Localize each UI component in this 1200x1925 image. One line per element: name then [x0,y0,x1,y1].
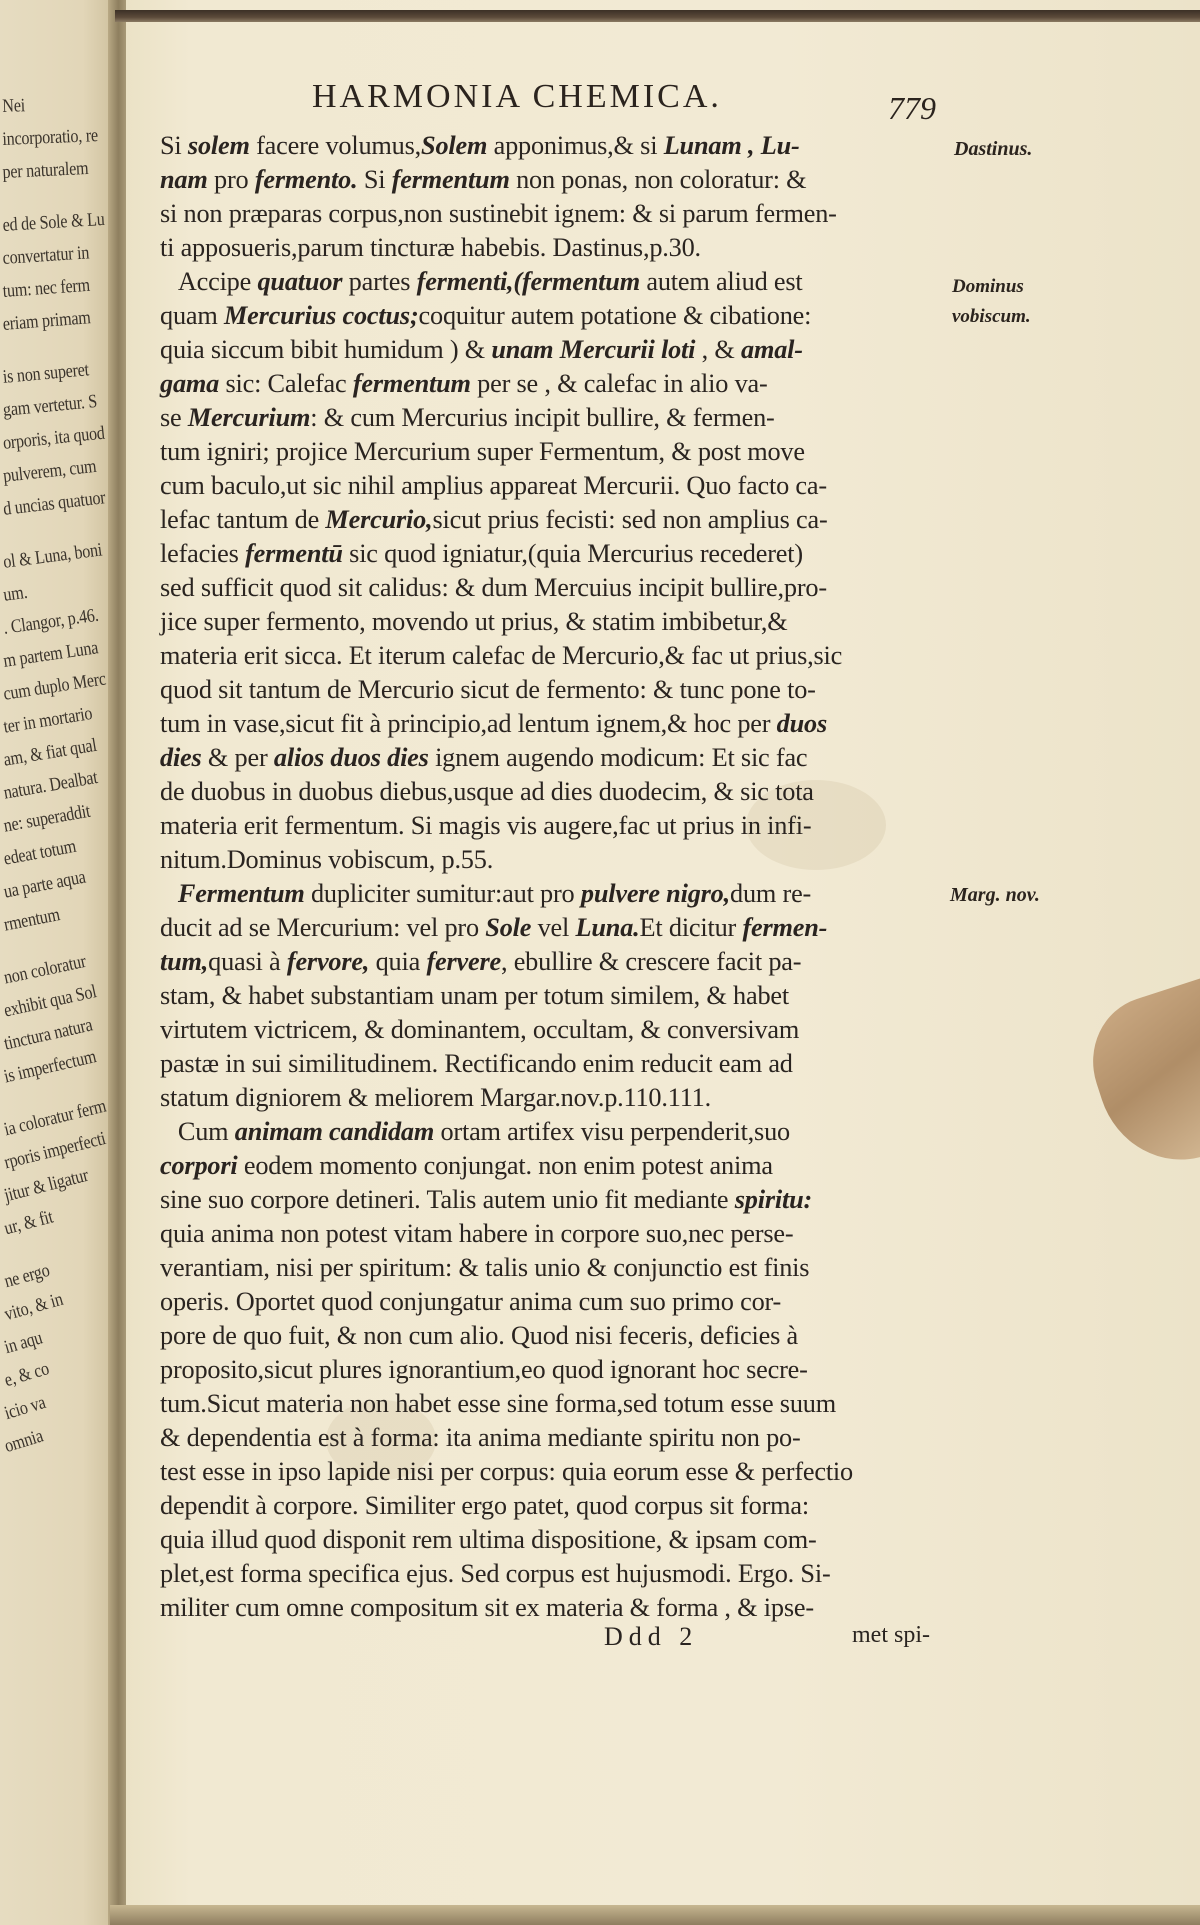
top-binding-edge [115,10,1200,22]
text-segment: facere volumus, [249,130,422,160]
text-line [160,1046,944,1080]
text-segment: quia anima non potest vitam habere in corpore suo,nec perse- [160,1218,794,1248]
italic-segment: amal- [741,334,803,364]
text-line [160,706,944,740]
facing-page-text: jitur & ligatur [2,1164,91,1207]
text-line [160,332,944,366]
text-segment: tum in vase,sicut fit à principio,ad lentum ignem,& hoc per [160,708,777,738]
facing-page-text: omnia [2,1425,46,1458]
text-line [160,162,944,196]
text-segment: materia erit sicca. Et iterum calefac de Mercurio,& fac ut prius,sic [160,640,843,670]
italic-segment: unam Mercurii loti [491,334,696,364]
text-line [160,1420,944,1454]
facing-page-text: . Clangor, p.46. [2,604,100,639]
text-segment: sed sufficit quod sit calidus: & dum Mercuius incipit bullire,pro- [160,572,827,602]
text-segment: sic: Calefac [219,368,353,398]
marginal-note-dastinus: Dastinus. [954,138,1033,160]
text-line [160,468,944,502]
text-line [160,230,944,264]
text-segment: dupliciter sumitur:aut pro [304,878,581,908]
italic-segment: fermentum [352,368,471,398]
text-segment: ortam artifex visu perpenderit,suo [434,1116,790,1146]
facing-page-text: m partem Luna [2,637,100,672]
page-number: 779 [888,90,936,126]
text-segment: dum re- [730,878,812,908]
italic-segment: Lunam , Lu- [663,130,800,160]
italic-segment: tum, [160,946,209,976]
catchword: met spi- [852,1622,930,1648]
italic-segment: corpori [160,1150,238,1180]
text-line [160,808,944,842]
text-segment: & per [201,742,274,772]
text-segment: materia erit fermentum. Si magis vis augere,fac ut prius in infi- [160,810,812,840]
text-line [160,366,944,400]
italic-segment: alios duos dies [273,742,429,772]
facing-page-text: ne: superaddit [2,800,92,837]
text-line [160,842,944,876]
italic-segment: Luna. [575,912,640,942]
italic-segment: Mercurium [187,402,311,432]
italic-segment: gama [160,368,220,398]
facing-page-text: um. [2,581,29,606]
text-segment: ti apposueris,parum tincturæ habebis. Dastinus,p.30. [160,232,701,262]
facing-page-text: ne ergo [2,1259,52,1293]
text-segment: stam, & habet substantiam unam per totum similem, & habet [160,980,789,1010]
text-segment: Et dicitur [639,912,743,942]
text-segment: Si [357,164,392,194]
italic-segment: Sole [485,912,532,942]
italic-segment: pulvere nigro, [580,878,731,908]
facing-page-text: ua parte aqua [2,866,88,903]
text-line [160,1284,944,1318]
facing-page-text: is non superet [2,359,90,388]
text-segment: : & cum Mercurius incipit bullire, & fermen- [310,402,775,432]
italic-segment: Mercurio, [325,504,433,534]
text-segment: sine suo corpore detineri. Talis autem unio fit mediante [160,1184,735,1214]
text-segment: pore de quo fuit, & non cum alio. Quod nisi feceris, deficies à [160,1320,798,1350]
text-line [160,264,944,298]
facing-page-text: in aqu [2,1327,45,1359]
text-segment: de duobus in duobus diebus,usque ad dies duodecim, & sic tota [160,776,814,806]
facing-page-text: icio va [2,1392,48,1425]
facing-page-text: natura. Dealbat [2,767,100,804]
text-segment: plet,est forma specifica ejus. Sed corpus est hujusmodi. Ergo. Si- [160,1558,831,1588]
text-line [160,536,944,570]
text-segment: ducit ad se Mercurium: vel pro [160,912,486,942]
italic-segment: fermenti,(fermentum [416,266,640,296]
facing-page-text: gam vertetur. S [2,390,98,421]
marginal-note-dominus: Dominus vobiscum. [952,276,1031,327]
italic-segment: Solem [421,130,488,160]
text-segment: operis. Oportet quod conjungatur anima cum suo primo cor- [160,1286,782,1316]
text-line [160,910,944,944]
italic-segment: fervere [426,946,501,976]
text-line [160,434,944,468]
text-segment: quia [369,946,427,976]
italic-segment: dies [160,742,202,772]
text-segment: proposito,sicut plures ignorantium,eo quod ignorant hoc secre- [160,1354,808,1384]
italic-segment: spiritu: [734,1184,813,1214]
italic-segment: fermen- [742,912,828,942]
text-line [160,978,944,1012]
text-line [160,196,944,230]
text-line [160,298,944,332]
text-segment: pro [207,164,255,194]
text-segment: statum digniorem & meliorem Margar.nov.p.110.111. [160,1082,712,1112]
text-segment: test esse in ipso lapide nisi per corpus: quia eorum esse & perfectio [160,1456,853,1486]
text-segment: apponimus,& si [487,130,664,160]
text-line [160,944,944,978]
text-segment: vel [531,912,576,942]
facing-page-text: rporis imperfecti [2,1128,108,1174]
text-segment: eodem momento conjungat. non enim potest anima [237,1150,773,1180]
text-segment: quod sit tantum de Mercurio sicut de fermento: & tunc pone to- [160,674,816,704]
text-segment: ignem augendo modicum: Et sic fac [428,742,808,772]
facing-page-text: Nei [2,95,26,117]
facing-page-text: pulverem, cum [2,455,98,487]
text-segment: , ebullire & crescere facit pa- [500,946,802,976]
text-line [160,502,944,536]
text-line [160,400,944,434]
text-line [160,638,944,672]
text-line [160,1080,944,1114]
text-line [160,570,944,604]
text-line [160,1352,944,1386]
italic-segment: solem [187,130,250,160]
text-segment: jice super fermento, movendo ut prius, & statim imbibetur,& [160,606,788,636]
text-segment: tum igniri; projice Mercurium super Fermentum, & post move [160,436,805,466]
text-segment: cum baculo,ut sic nihil amplius appareat Mercurii. Quo facto ca- [160,470,827,500]
text-line [160,1318,944,1352]
italic-segment: Mercurius coctus; [223,300,419,330]
signature-mark: Ddd 2 [604,1622,699,1651]
text-segment: partes [342,266,417,296]
facing-page-text: ur, & fit [2,1206,56,1240]
facing-page-text: ed de Sole & Lu [2,208,106,236]
facing-page-text: non coloratur [2,950,88,989]
italic-segment: fermentum [391,164,510,194]
text-segment: Si [160,130,188,160]
facing-page-text: per naturalem [2,157,89,183]
italic-segment: fermento. [254,164,358,194]
italic-segment: animam candidam [234,1116,435,1146]
italic-segment: Fermentum [177,878,305,908]
facing-page-fragment [0,0,118,1925]
text-line [160,1454,944,1488]
text-line [160,1216,944,1250]
text-segment: se [160,402,188,432]
text-line [160,604,944,638]
text-segment: nitum.Dominus vobiscum, p.55. [160,844,494,874]
facing-page-text: rmentum [2,904,62,936]
text-segment: Accipe [177,266,258,296]
facing-page-text: vito, & in [2,1288,66,1326]
facing-page-text: ter in mortario [2,703,94,738]
text-segment: pastæ in sui similitudinem. Rectificando enim reducit eam ad [160,1048,793,1078]
text-segment: autem aliud est [639,266,803,296]
text-line [160,1114,944,1148]
text-line [160,1182,944,1216]
facing-page-text: incorporatio, re [2,125,99,150]
text-segment: virtutem victricem, & dominantem, occultam, & conversivam [160,1014,800,1044]
running-head: HARMONIA CHEMICA. [312,78,722,115]
text-segment: quia illud quod disponit rem ultima dispositione, & ipsam com- [160,1524,817,1554]
text-line [160,128,944,162]
facing-page-text: am, & fiat qual [2,734,99,771]
italic-segment: quatuor [257,266,343,296]
facing-page-text: cum duplo Merc [2,668,108,705]
text-segment: Cum [177,1116,235,1146]
text-segment: sic quod igniatur,(quia Mercurius recederet) [342,538,803,568]
marginal-note-margarita: Marg. nov. [950,884,1040,906]
facing-page-text: tinctura natura [2,1014,95,1055]
text-segment: quia siccum bibit humidum ) & [160,334,492,364]
body-text [160,128,950,1624]
text-line [160,1148,944,1182]
text-segment: si non præparas corpus,non sustinebit ignem: & si parum fermen- [160,198,837,228]
text-line [160,1556,944,1590]
text-segment: militer cum omne compositum sit ex materia & forma , & ipse- [160,1592,814,1622]
text-segment: lefac tantum de [160,504,326,534]
text-line [160,1250,944,1284]
text-segment: lefacies [160,538,246,568]
facing-page-text: exhibit qua Sol [2,981,99,1022]
text-segment: dependit à corpore. Similiter ergo patet, quod corpus sit forma: [160,1490,809,1520]
text-line [160,672,944,706]
text-segment: quam [160,300,224,330]
text-segment: quasi à [208,946,287,976]
facing-page-text: tum: nec ferm [2,274,91,302]
facing-page-text: d uncias quatuor [2,487,107,520]
text-line [160,1012,944,1046]
italic-segment: fervore, [286,946,370,976]
facing-page-text: e, & co [2,1358,52,1392]
italic-segment: fermentū [245,538,343,568]
facing-page-text: eriam primam [2,307,92,335]
bottom-page-edge [110,1905,1200,1925]
facing-page-text: orporis, ita quod [2,422,106,454]
facing-page-text: ia coloratur ferm [2,1095,109,1141]
text-segment: per se , & calefac in alio va- [470,368,768,398]
text-line [160,740,944,774]
italic-segment: nam [160,164,208,194]
facing-page-text: is imperfectum [2,1046,99,1088]
text-segment: verantiam, nisi per spiritum: & talis unio & conjunctio est finis [160,1252,810,1282]
facing-page-text: edeat totum [2,835,78,870]
text-segment: sicut prius fecisti: sed non amplius ca- [432,504,828,534]
text-line [160,876,944,910]
text-line [160,1522,944,1556]
text-line [160,1488,944,1522]
facing-page-text: ol & Luna, boni [2,539,104,573]
text-segment: & dependentia est à forma: ita anima mediante spiritu non po- [160,1422,801,1452]
text-line [160,1590,944,1624]
text-segment: tum.Sicut materia non habet esse sine forma,sed totum esse suum [160,1388,836,1418]
text-segment: coquitur autem potatione & cibatione: [418,300,812,330]
text-segment: , & [695,334,742,364]
text-line [160,1386,944,1420]
facing-page-text: convertatur in [2,242,90,269]
italic-segment: duos [776,708,828,738]
text-segment: non ponas, non coloratur: & [509,164,807,194]
text-line [160,774,944,808]
